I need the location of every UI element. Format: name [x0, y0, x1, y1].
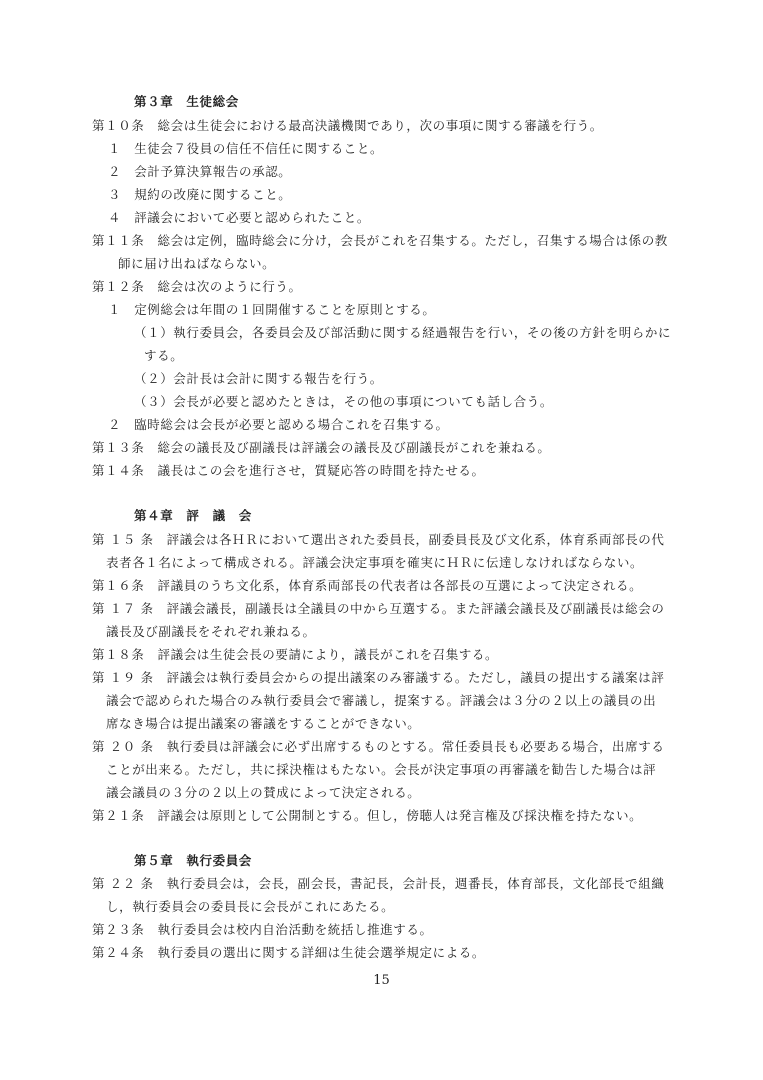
article-11-line-1: 第１１条 総会は定例，臨時総会に分け，会長がこれを召集する。ただし，召集する場合は係の教: [92, 233, 668, 248]
article-20-line-2: ことが出来る。ただし，共に採決権はもたない。会長が決定事項の再審議を勧告した場合は評: [106, 762, 657, 777]
article-17-line-2: 議長及び副議長をそれぞれ兼ねる。: [106, 624, 316, 639]
article-10: 第１０条 総会は生徒会における最高決議機関であり，次の事項に関する審議を行う。: [92, 118, 603, 133]
article-10-item-1: １ 生徒会７役員の信任不信任に関すること。: [108, 141, 384, 156]
article-12-item-2: ２ 臨時総会は会長が必要と認める場合これを召集する。: [108, 417, 449, 432]
article-19-line-2: 議会で認められた場合のみ執行委員会で審議し，提案する。評議会は３分の２以上の議員の出: [106, 693, 657, 708]
article-12-subitem-3: （３）会長が必要と認めたときは，その他の事項についても話し合う。: [134, 394, 553, 409]
article-15-line-1: 第 １５ 条 評議会は各ＨＲにおいて選出された委員長，副委員長及び文化系，体育系両部長の代: [92, 532, 665, 547]
page-number: 15: [373, 973, 390, 988]
article-19-line-1: 第 １９ 条 評議会は執行委員会からの提出議案のみ審議する。ただし，議員の提出する議案は評: [92, 670, 665, 685]
article-21: 第２１条 評議会は原則として公開制とする。但し，傍聴人は発言権及び採決権を持たない。: [92, 808, 643, 823]
article-17-line-1: 第 １７ 条 評議会議長，副議長は全議員の中から互選する。また評議会議長及び副議長は総会の: [92, 601, 665, 616]
article-19-line-3: 席なき場合は提出議案の審議をすることができない。: [106, 716, 421, 731]
article-22-line-1: 第 ２２ 条 執行委員会は，会長，副会長，書記長，会計長，週番長，体育部長，文化部長で組織: [92, 876, 665, 891]
article-18: 第１８条 評議会は生徒会長の要請により，議長がこれを召集する。: [92, 647, 499, 662]
article-24: 第２４条 執行委員の選出に関する詳細は生徒会選挙規定による。: [92, 945, 486, 960]
article-13: 第１３条 総会の議長及び副議長は評議会の議長及び副議長がこれを兼ねる。: [92, 440, 551, 455]
article-12-item-1: １ 定例総会は年間の１回開催することを原則とする。: [108, 302, 436, 317]
article-22-line-2: し，執行委員会の委員長に会長がこれにあたる。: [106, 899, 395, 914]
article-20-line-3: 議会議員の３分の２以上の賛成によって決定される。: [106, 785, 421, 800]
article-11-line-2: 師に届け出ねばならない。: [118, 256, 276, 271]
article-12: 第１２条 総会は次のように行う。: [92, 279, 302, 294]
article-10-item-2: ２ 会計予算決算報告の承認。: [108, 164, 292, 179]
article-12-subitem-1-line-1: （１）執行委員会，各委員会及び部活動に関する経過報告を行い，その後の方針を明らかに: [134, 325, 672, 340]
chapter-3-heading: 第３章 生徒総会: [134, 94, 239, 109]
article-15-line-2: 表者各１名によって構成される。評議会決定事項を確実にＨＲに伝達しなければならない。: [106, 555, 644, 570]
article-10-item-3: ３ 規約の改廃に関すること。: [108, 187, 292, 202]
article-12-subitem-2: （２）会計長は会計に関する報告を行う。: [134, 371, 383, 386]
article-10-item-4: ４ 評議会において必要と認められたこと。: [108, 210, 371, 225]
article-14: 第１４条 議長はこの会を進行させ，質疑応答の時間を持たせる。: [92, 463, 485, 478]
article-23: 第２３条 執行委員会は校内自治活動を統括し推進する。: [92, 922, 433, 937]
article-16: 第１６条 評議員のうち文化系，体育系両部長の代表者は各部長の互選によって決定される。: [92, 578, 643, 593]
chapter-5-heading: 第５章 執行委員会: [134, 853, 252, 868]
chapter-4-heading: 第４章 評 議 会: [134, 508, 252, 523]
article-20-line-1: 第 ２０ 条 執行委員は評議会に必ず出席するものとする。常任委員長も必要ある場合，出席する: [92, 739, 665, 754]
article-12-subitem-1-line-2: する。: [144, 348, 184, 363]
